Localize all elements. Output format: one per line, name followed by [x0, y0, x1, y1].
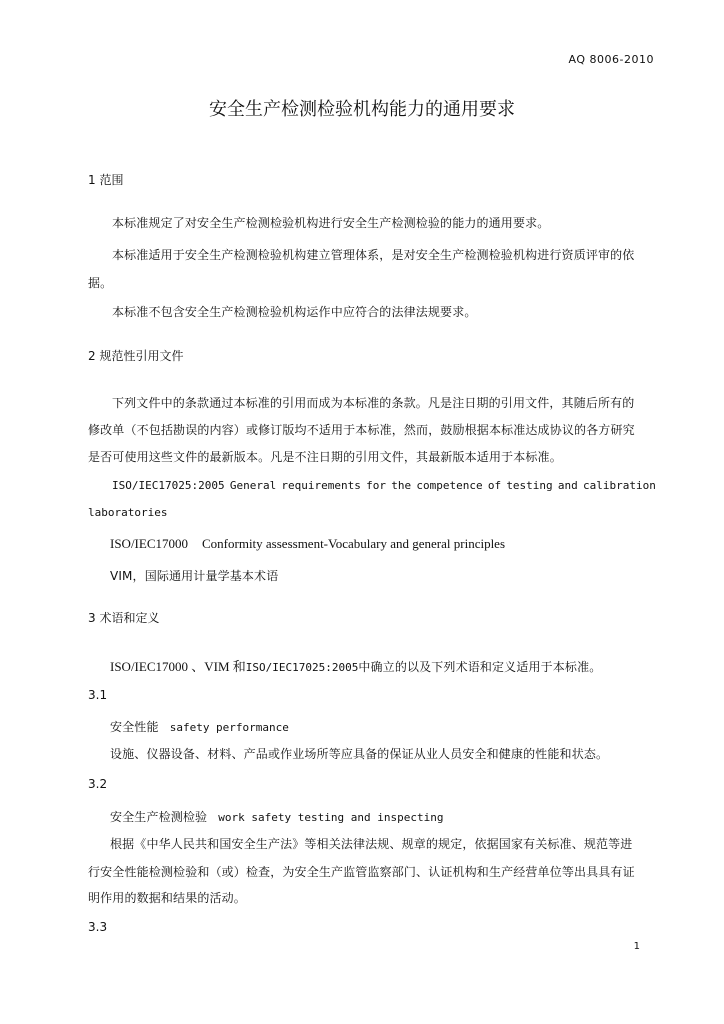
term-3-2-definition-line-2: 行安全性能检测检验和（或）检查，为安全生产监管监察部门、认证机构和生产经营单位等出具具有证	[88, 865, 635, 879]
section-2-paragraph-line-3: 是否可使用这些文件的最新版本。凡是不注日期的引用文件，其最新版本适用于本标准。	[88, 450, 562, 464]
ref-word: competence	[416, 479, 483, 492]
section-2-heading: 2 规范性引用文件	[88, 349, 184, 363]
term-3-1-title	[110, 716, 289, 735]
ref-word: the	[391, 479, 412, 492]
section-3-intro-part-c: 中确立的以及下列术语和定义适用于本标准。	[358, 660, 602, 674]
term-3-2-definition-line-1: 根据《中华人民共和国安全生产法》等相关法律法规、规章的规定，依据国家有关标准、规范等进	[110, 837, 633, 851]
document-title: 安全生产检测检验机构能力的通用要求	[209, 99, 515, 120]
ref-word: for	[366, 479, 387, 492]
term-3-1-number: 3.1	[88, 688, 108, 702]
section-3-intro-part-a: ISO/IEC17000 、VIM 和	[110, 659, 246, 674]
ref-word: of	[487, 479, 502, 492]
ref-word: and	[557, 479, 578, 492]
reference-3: VIM，国际通用计量学基本术语	[110, 569, 279, 583]
section-1-paragraph-2-line-1: 本标准适用于安全生产检测检验机构建立管理体系，是对安全生产检测检验机构进行资质评审的依	[112, 248, 635, 262]
term-3-2-english: work safety testing and inspecting	[218, 811, 444, 824]
ref-word: requirements	[281, 479, 361, 492]
term-3-1-definition: 设施、仪器设备、材料、产品或作业场所等应具备的保证从业人员安全和健康的性能和状态。	[110, 747, 609, 761]
term-3-1-chinese: 安全性能	[110, 720, 159, 734]
reference-2-code: ISO/IEC17000	[110, 536, 188, 551]
section-3-intro-part-b: ISO/IEC17025:2005	[245, 661, 359, 674]
ref-word: calibration	[583, 479, 656, 492]
section-3-intro	[110, 656, 601, 675]
section-2-paragraph-line-1: 下列文件中的条款通过本标准的引用而成为本标准的条款。凡是注日期的引用文件，其随后所有的	[112, 396, 635, 410]
term-3-2-chinese: 安全生产检测检验	[110, 810, 208, 824]
ref-word: ISO/IEC17025:2005	[112, 479, 225, 492]
section-3-heading: 3 术语和定义	[88, 611, 160, 625]
term-3-2-title	[110, 806, 443, 825]
page-number: 1	[633, 941, 640, 952]
section-1-paragraph-1: 本标准规定了对安全生产检测检验机构进行安全生产检测检验的能力的通用要求。	[112, 216, 550, 230]
term-3-1-english: safety performance	[169, 721, 289, 734]
standard-number: AQ 8006-2010	[568, 53, 654, 66]
reference-1-line-1	[112, 479, 656, 492]
section-2-paragraph-line-2: 修改单（不包括勘误的内容）或修订版均不适用于本标准，然而，鼓励根据本标准达成协议的各方研究	[88, 423, 635, 437]
section-1-paragraph-3: 本标准不包含安全生产检测检验机构运作中应符合的法律法规要求。	[112, 305, 477, 319]
section-1-heading: 1 范围	[88, 173, 124, 187]
reference-1-line-2: laboratories	[88, 506, 168, 519]
reference-2-title: Conformity assessment-Vocabulary and general principles	[202, 536, 506, 551]
term-3-2-definition-line-3: 明作用的数据和结果的活动。	[88, 891, 246, 905]
section-1-paragraph-2-line-2: 据。	[88, 276, 113, 290]
term-3-3-number: 3.3	[88, 920, 108, 934]
ref-word: General	[229, 479, 277, 492]
term-3-2-number: 3.2	[88, 777, 108, 791]
ref-word: testing	[506, 479, 553, 492]
